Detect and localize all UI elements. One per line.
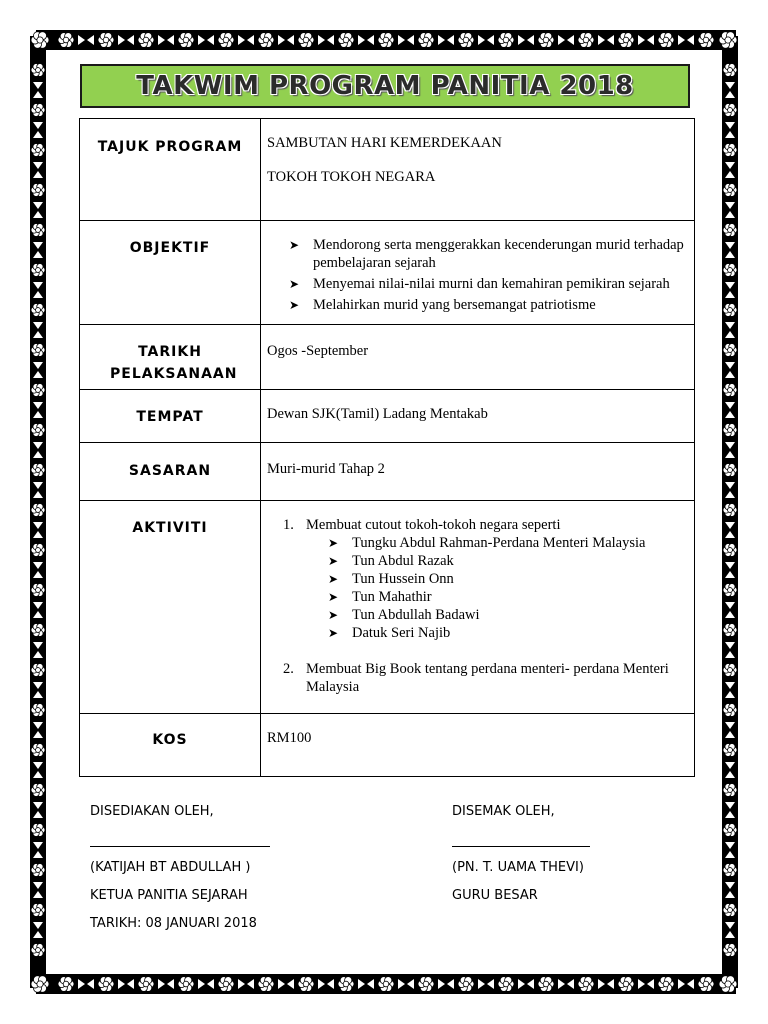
flower-ornament <box>31 184 45 197</box>
flower-ornament <box>31 264 45 277</box>
arrow-bullet-icon: ➤ <box>328 626 339 640</box>
flower-ornament <box>378 977 394 992</box>
label-cell <box>80 501 261 714</box>
flower-ornament <box>298 977 314 992</box>
flower-ornament <box>31 104 45 117</box>
flower-ornament <box>58 33 74 48</box>
program-table <box>79 118 695 777</box>
title-banner <box>80 64 690 108</box>
flower-ornament <box>31 704 45 717</box>
flower-ornament <box>31 224 45 237</box>
row-value: Ogos -September <box>267 343 369 359</box>
flower-ornament <box>498 977 514 992</box>
flower-ornament <box>138 977 154 992</box>
prepared-by-position: KETUA PANITIA SEJARAH <box>90 888 248 903</box>
flower-ornament <box>458 977 474 992</box>
flower-ornament <box>31 304 45 317</box>
flower-ornament <box>658 977 674 992</box>
flower-ornament <box>138 33 154 48</box>
flower-ornament <box>31 624 45 637</box>
table-row-tempat <box>80 390 695 443</box>
flower-ornament <box>723 264 737 277</box>
flower-ornament <box>723 624 737 637</box>
objective-list <box>289 236 690 314</box>
table-row-kos <box>80 714 695 777</box>
flower-ornament <box>723 424 737 437</box>
flower-ornament <box>31 664 45 677</box>
row-label: TARIKH PELAKSANAAN <box>110 344 238 382</box>
flower-ornament <box>31 864 45 877</box>
flower-ornament <box>538 33 554 48</box>
flower-ornament <box>258 977 274 992</box>
value-cell <box>261 714 695 777</box>
flower-ornament <box>723 304 737 317</box>
flower-ornament <box>723 904 737 917</box>
row-label: TEMPAT <box>136 409 204 425</box>
flower-ornament <box>698 977 714 992</box>
flower-ornament <box>723 864 737 877</box>
flower-ornament <box>723 824 737 837</box>
program-title-line-1: SAMBUTAN HARI KEMERDEKAAN <box>267 135 502 151</box>
arrow-bullet-icon: ➤ <box>289 277 300 291</box>
list-item: ➤ Menyemai nilai-nilai murni dan kemahiran pemikiran sejarah <box>289 276 670 292</box>
flower-ornament <box>723 664 737 677</box>
flower-ornament <box>719 32 737 49</box>
flower-ornament <box>31 504 45 517</box>
row-label: KOS <box>152 732 188 748</box>
signature-line-left <box>90 846 270 847</box>
flower-ornament <box>31 944 45 957</box>
flower-ornament <box>723 704 737 717</box>
list-item: ➤ Mendorong serta menggerakkan kecenderungan murid terhadap pembelajaran sejarah <box>289 237 684 271</box>
program-title-line-2: TOKOH TOKOH NEGARA <box>267 169 436 185</box>
value-cell <box>261 119 695 221</box>
flower-ornament <box>338 33 354 48</box>
list-item: ➤ Datuk Seri Najib <box>328 625 451 641</box>
table-row-aktiviti <box>80 501 695 714</box>
prepared-by-name: (KATIJAH BT ABDULLAH ) <box>90 860 251 875</box>
arrow-bullet-icon: ➤ <box>328 572 339 586</box>
arrow-bullet-icon: ➤ <box>289 238 300 252</box>
flower-ornament <box>31 544 45 557</box>
row-value: Dewan SJK(Tamil) Ladang Mentakab <box>267 406 488 422</box>
list-item: ➤ Tun Hussein Onn <box>328 571 454 587</box>
arrow-bullet-icon: ➤ <box>328 608 339 622</box>
label-cell <box>80 325 261 390</box>
flower-ornament <box>723 184 737 197</box>
list-item: ➤ Tun Mahathir <box>328 589 432 605</box>
signature-line-right <box>452 846 590 847</box>
flower-ornament <box>618 977 634 992</box>
value-cell <box>261 325 695 390</box>
flower-ornament <box>31 144 45 157</box>
flower-ornament <box>418 33 434 48</box>
flower-ornament <box>31 744 45 757</box>
flower-ornament <box>719 976 737 993</box>
value-cell <box>261 443 695 501</box>
page-title: TAKWIM PROGRAM PANITIA 2018 <box>136 71 634 101</box>
leader-list <box>328 534 690 642</box>
arrow-bullet-icon: ➤ <box>328 554 339 568</box>
flower-ornament <box>723 504 737 517</box>
flower-ornament <box>458 33 474 48</box>
row-value: RM100 <box>267 730 312 746</box>
row-label: SASARAN <box>128 463 212 479</box>
flower-ornament <box>31 584 45 597</box>
label-cell <box>80 714 261 777</box>
flower-ornament <box>723 104 737 117</box>
row-value: Muri-murid Tahap 2 <box>267 461 385 477</box>
value-cell <box>261 501 695 714</box>
flower-ornament <box>723 584 737 597</box>
table-row-tajuk <box>80 119 695 221</box>
arrow-bullet-icon: ➤ <box>289 298 300 312</box>
flower-ornament <box>338 977 354 992</box>
row-label: AKTIVITI <box>132 520 208 536</box>
flower-ornament <box>618 33 634 48</box>
value-cell <box>261 221 695 325</box>
list-item: 2. Membuat Big Book tentang perdana menteri- perdana Menteri Malaysia <box>283 661 669 695</box>
flower-ornament <box>378 33 394 48</box>
flower-ornament <box>723 144 737 157</box>
flower-ornament <box>723 944 737 957</box>
flower-ornament <box>258 33 274 48</box>
row-label: TAJUK PROGRAM <box>97 139 243 155</box>
prepared-date: TARIKH: 08 JANUARI 2018 <box>90 916 257 931</box>
flower-ornament <box>723 384 737 397</box>
checked-by-position: GURU BESAR <box>452 888 538 903</box>
flower-ornament <box>698 33 714 48</box>
flower-ornament <box>31 424 45 437</box>
checked-by-heading: DISEMAK OLEH, <box>452 804 555 819</box>
flower-ornament <box>418 977 434 992</box>
activity-list <box>261 516 690 696</box>
table-row-sasaran <box>80 443 695 501</box>
flower-ornament <box>31 464 45 477</box>
flower-ornament <box>98 33 114 48</box>
checked-by-name: (PN. T. UAMA THEVI) <box>452 860 584 875</box>
flower-ornament <box>178 977 194 992</box>
flower-ornament <box>723 224 737 237</box>
flower-ornament <box>723 344 737 357</box>
flower-ornament <box>31 784 45 797</box>
flower-ornament <box>658 33 674 48</box>
flower-ornament <box>98 977 114 992</box>
flower-ornament <box>31 64 45 77</box>
flower-ornament <box>31 32 49 49</box>
arrow-bullet-icon: ➤ <box>328 536 339 550</box>
value-cell <box>261 390 695 443</box>
table-row-objektif <box>80 221 695 325</box>
flower-ornament <box>723 744 737 757</box>
label-cell <box>80 390 261 443</box>
flower-ornament <box>58 977 74 992</box>
list-item: ➤ Tun Abdullah Badawi <box>328 607 480 623</box>
flower-ornament <box>298 33 314 48</box>
arrow-bullet-icon: ➤ <box>328 590 339 604</box>
flower-ornament <box>31 384 45 397</box>
flower-ornament <box>578 33 594 48</box>
table-row-tarikh <box>80 325 695 390</box>
label-cell <box>80 119 261 221</box>
flower-ornament <box>538 977 554 992</box>
flower-ornament <box>31 824 45 837</box>
flower-ornament <box>178 33 194 48</box>
list-item: ➤ Tun Abdul Razak <box>328 553 454 569</box>
list-item: 1. Membuat cutout tokoh-tokoh negara seperti ➤ Tungku Abdul Rahman-Perdana Menteri Malaysia ➤ Tun Abdul Razak ➤ Tun Hussein Onn ➤ Tun Mahathir ➤ Tun Abdullah Badawi ➤ Datuk Seri Najib <box>261 516 690 642</box>
label-cell <box>80 221 261 325</box>
flower-ornament <box>723 544 737 557</box>
flower-ornament <box>31 976 49 993</box>
row-label: OBJEKTIF <box>129 240 211 256</box>
prepared-by-heading: DISEDIAKAN OLEH, <box>90 804 214 819</box>
flower-ornament <box>498 33 514 48</box>
flower-ornament <box>31 904 45 917</box>
label-cell <box>80 443 261 501</box>
flower-ornament <box>218 977 234 992</box>
list-item: ➤ Tungku Abdul Rahman-Perdana Menteri Malaysia <box>328 535 646 551</box>
list-item: ➤ Melahirkan murid yang bersemangat patriotisme <box>289 297 596 313</box>
flower-ornament <box>218 33 234 48</box>
flower-ornament <box>723 464 737 477</box>
flower-ornament <box>578 977 594 992</box>
flower-ornament <box>723 64 737 77</box>
flower-ornament <box>723 784 737 797</box>
flower-ornament <box>31 344 45 357</box>
